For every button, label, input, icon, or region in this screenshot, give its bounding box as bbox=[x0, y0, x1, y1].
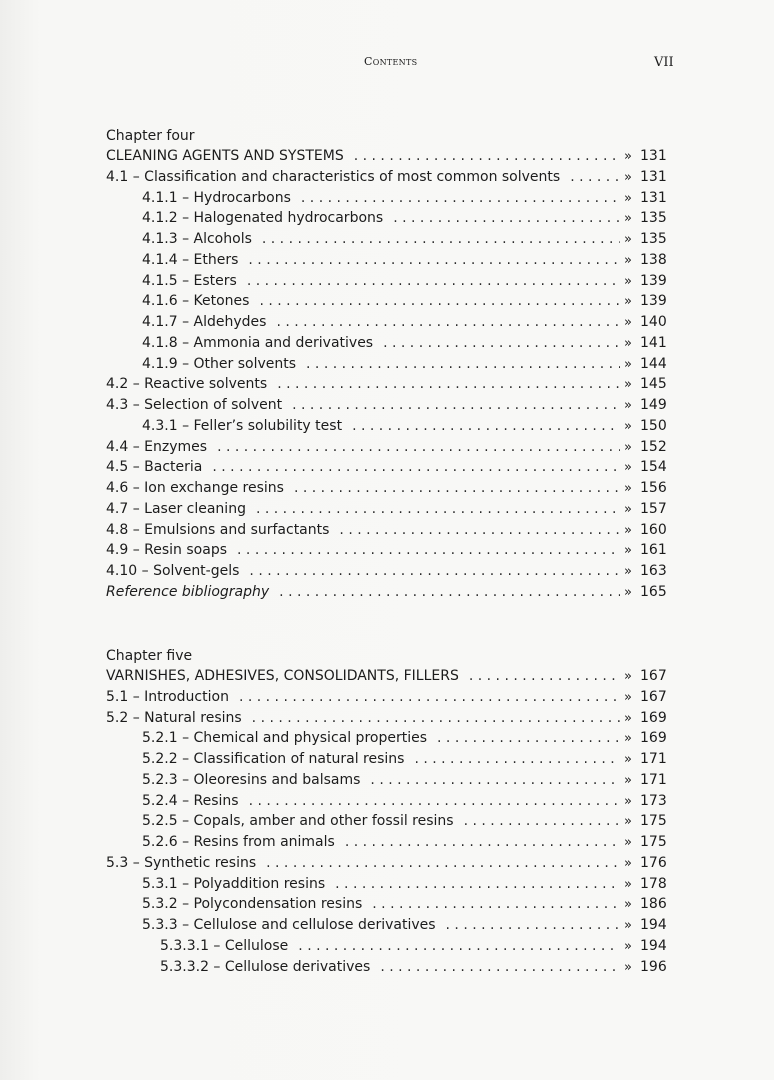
dot-leader bbox=[296, 356, 620, 372]
dot-leader bbox=[454, 813, 620, 829]
dot-leader bbox=[267, 376, 620, 392]
dot-leader bbox=[246, 501, 620, 517]
toc-entry-title: 4.1.1 – Hydrocarbons bbox=[142, 189, 291, 206]
guillemet-icon: » bbox=[624, 149, 632, 164]
toc-entry[interactable] bbox=[142, 314, 670, 334]
guillemet-icon: » bbox=[624, 169, 632, 185]
toc-page-number: 186 bbox=[640, 896, 667, 913]
dot-leader bbox=[291, 190, 620, 206]
toc-page-number: 160 bbox=[640, 521, 667, 538]
toc-entry-title: 4.1.8 – Ammonia and derivatives bbox=[142, 334, 374, 351]
toc-entry[interactable] bbox=[160, 938, 670, 958]
toc-entry-title: 5.2.4 – Resins bbox=[142, 792, 239, 809]
toc-entry[interactable] bbox=[106, 584, 670, 604]
dot-leader bbox=[560, 169, 620, 185]
toc-entry-title: 5.2.2 – Classification of natural resins bbox=[142, 751, 405, 767]
guillemet-icon: » bbox=[624, 855, 632, 871]
guillemet-icon: » bbox=[624, 460, 632, 476]
toc-entry-title: 5.3.3.2 – Cellulose derivatives bbox=[160, 958, 371, 975]
toc-entry[interactable] bbox=[142, 813, 670, 833]
toc-entry[interactable] bbox=[142, 917, 670, 937]
toc-page-number: 171 bbox=[640, 771, 667, 788]
page-folio: VII bbox=[654, 55, 674, 70]
dot-leader bbox=[362, 896, 620, 912]
toc-entry[interactable] bbox=[142, 293, 670, 313]
toc-entry[interactable] bbox=[142, 231, 670, 251]
toc-entry[interactable] bbox=[106, 397, 670, 417]
toc-page-number: 176 bbox=[640, 854, 667, 871]
toc-entry-title: 4.1.9 – Other solvents bbox=[142, 355, 297, 372]
toc-entry-title: 5.3.3 – Cellulose and cellulose derivatives bbox=[142, 917, 436, 933]
toc-page-number: 131 bbox=[640, 189, 667, 206]
dot-leader bbox=[269, 584, 620, 600]
toc-entry-title: 5.2.5 – Copals, amber and other fossil resins bbox=[142, 813, 454, 830]
toc-page-number: 152 bbox=[640, 438, 667, 455]
dot-leader bbox=[202, 459, 620, 475]
guillemet-icon: » bbox=[624, 876, 632, 892]
guillemet-icon: » bbox=[624, 752, 632, 767]
guillemet-icon: » bbox=[624, 273, 632, 289]
dot-leader bbox=[459, 668, 620, 684]
toc-page-number: 196 bbox=[640, 958, 667, 975]
dot-leader bbox=[239, 563, 620, 579]
dot-leader bbox=[284, 480, 620, 496]
toc-entry[interactable] bbox=[106, 563, 670, 583]
toc-entry-title: 4.1.5 – Esters bbox=[142, 272, 237, 289]
toc-entry[interactable] bbox=[142, 751, 670, 771]
dot-leader bbox=[242, 710, 620, 726]
toc-entry-title: 4.1.6 – Ketones bbox=[142, 293, 250, 310]
guillemet-icon: » bbox=[624, 481, 632, 496]
toc-page-number: 138 bbox=[640, 251, 667, 268]
toc-entry-title: 4.10 – Solvent-gels bbox=[106, 563, 240, 579]
toc-entry-title: 5.2.6 – Resins from animals bbox=[142, 834, 335, 850]
toc-page-number: 135 bbox=[640, 231, 667, 247]
toc-entry-title: 4.1.4 – Ethers bbox=[142, 251, 239, 268]
toc-page-number: 163 bbox=[640, 563, 667, 579]
dot-leader bbox=[383, 210, 620, 226]
toc-entry-title: CLEANING AGENTS AND SYSTEMS bbox=[106, 148, 344, 164]
toc-entry[interactable] bbox=[142, 834, 670, 854]
guillemet-icon: » bbox=[624, 918, 632, 933]
toc-page-number: 144 bbox=[640, 355, 667, 372]
toc-page-number: 139 bbox=[640, 272, 667, 289]
toc-entry[interactable] bbox=[106, 439, 670, 459]
toc-entry[interactable] bbox=[106, 689, 670, 709]
toc-entry[interactable] bbox=[106, 148, 670, 168]
toc-page-number: 169 bbox=[640, 709, 667, 726]
toc-entry-title: 5.2.3 – Oleoresins and balsams bbox=[142, 771, 361, 788]
toc-page-number: 175 bbox=[640, 834, 667, 850]
toc-entry[interactable] bbox=[142, 273, 670, 293]
chapter-label: Chapter four bbox=[106, 128, 195, 144]
dot-leader bbox=[238, 252, 620, 268]
toc-page-number: 149 bbox=[640, 397, 667, 413]
toc-page-number: 150 bbox=[640, 417, 667, 434]
dot-leader bbox=[373, 335, 620, 351]
guillemet-icon: » bbox=[624, 938, 632, 954]
dot-leader bbox=[325, 876, 620, 892]
toc-entry-title: 4.3.1 – Feller’s solubility test bbox=[142, 417, 343, 434]
guillemet-icon: » bbox=[624, 814, 632, 830]
guillemet-icon: » bbox=[624, 669, 632, 684]
guillemet-icon: » bbox=[624, 211, 632, 227]
toc-entry-title: 4.7 – Laser cleaning bbox=[106, 500, 246, 517]
toc-entry[interactable] bbox=[106, 710, 670, 730]
toc-entry[interactable] bbox=[106, 855, 670, 875]
dot-leader bbox=[249, 293, 620, 309]
toc-page-number: 131 bbox=[640, 148, 667, 164]
dot-leader bbox=[342, 418, 620, 434]
toc-entry-title: 5.2.1 – Chemical and physical properties bbox=[142, 730, 428, 747]
toc-entry-title: 5.2 – Natural resins bbox=[106, 709, 242, 726]
dot-leader bbox=[329, 522, 620, 538]
dot-leader bbox=[404, 751, 620, 767]
toc-entry[interactable] bbox=[106, 480, 670, 500]
toc-entry[interactable] bbox=[106, 169, 670, 189]
dot-leader bbox=[207, 439, 620, 455]
guillemet-icon: » bbox=[624, 897, 632, 913]
chapter-label: Chapter five bbox=[106, 648, 193, 664]
guillemet-icon: » bbox=[624, 835, 632, 850]
toc-page-number: 165 bbox=[640, 583, 667, 600]
toc-page-number: 135 bbox=[640, 210, 667, 227]
guillemet-icon: » bbox=[624, 689, 632, 705]
dot-leader bbox=[266, 314, 620, 330]
guillemet-icon: » bbox=[624, 439, 632, 455]
dot-leader bbox=[360, 772, 620, 788]
guillemet-icon: » bbox=[624, 731, 632, 747]
toc-entry[interactable] bbox=[106, 522, 670, 542]
dot-leader bbox=[237, 273, 620, 289]
toc-page-number: 139 bbox=[640, 293, 667, 310]
toc-entry[interactable] bbox=[142, 252, 670, 272]
guillemet-icon: » bbox=[624, 501, 632, 517]
guillemet-icon: » bbox=[624, 710, 632, 726]
guillemet-icon: » bbox=[624, 190, 632, 206]
toc-entry-title: 4.9 – Resin soaps bbox=[106, 542, 228, 559]
guillemet-icon: » bbox=[624, 356, 632, 372]
dot-leader bbox=[282, 397, 620, 413]
dot-leader bbox=[436, 917, 620, 933]
toc-entry-title: 4.1.3 – Alcohols bbox=[142, 231, 252, 247]
toc-page-number: 169 bbox=[640, 730, 667, 747]
toc-entry[interactable] bbox=[142, 772, 670, 792]
guillemet-icon: » bbox=[624, 793, 632, 809]
dot-leader bbox=[344, 148, 620, 164]
toc-entry[interactable] bbox=[106, 501, 670, 521]
toc-page-number: 194 bbox=[640, 917, 667, 933]
toc-entry-title: 4.3 – Selection of solvent bbox=[106, 397, 283, 413]
toc-entry-title: 4.6 – Ion exchange resins bbox=[106, 480, 284, 496]
guillemet-icon: » bbox=[624, 522, 632, 538]
dot-leader bbox=[288, 938, 620, 954]
page-header bbox=[0, 54, 774, 74]
toc-entry[interactable] bbox=[142, 896, 670, 916]
toc-page-number: 167 bbox=[640, 668, 667, 684]
toc-page-number: 173 bbox=[640, 792, 667, 809]
toc-entry-title: 4.2 – Reactive solvents bbox=[106, 376, 268, 393]
running-title: Contents bbox=[364, 55, 418, 68]
toc-entry[interactable] bbox=[142, 730, 670, 750]
toc-entry-title: 5.1 – Introduction bbox=[106, 688, 229, 705]
dot-leader bbox=[335, 834, 620, 850]
guillemet-icon: » bbox=[624, 959, 632, 975]
guillemet-icon: » bbox=[624, 377, 632, 393]
guillemet-icon: » bbox=[624, 232, 632, 247]
toc-page-number: 145 bbox=[640, 376, 667, 393]
toc-page-number: 157 bbox=[640, 500, 667, 517]
dot-leader bbox=[252, 231, 620, 247]
toc-page-number: 194 bbox=[640, 937, 667, 954]
dot-leader bbox=[256, 855, 620, 871]
toc-entry[interactable] bbox=[142, 190, 670, 210]
toc-entry[interactable] bbox=[142, 793, 670, 813]
toc-entry-title: 4.1.2 – Halogenated hydrocarbons bbox=[142, 210, 384, 227]
guillemet-icon: » bbox=[624, 418, 632, 434]
guillemet-icon: » bbox=[624, 294, 632, 310]
toc-entry-title: 4.4 – Enzymes bbox=[106, 438, 208, 455]
toc-entry[interactable] bbox=[142, 335, 670, 355]
toc-entry[interactable] bbox=[142, 356, 670, 376]
toc-page-number: 140 bbox=[640, 314, 667, 330]
toc-entry-title: 4.5 – Bacteria bbox=[106, 459, 203, 476]
dot-leader bbox=[370, 959, 620, 975]
toc-page-number: 154 bbox=[640, 459, 667, 476]
dot-leader bbox=[229, 689, 620, 705]
toc-entry[interactable] bbox=[142, 418, 670, 438]
guillemet-icon: » bbox=[624, 584, 632, 600]
toc-entry-title: 5.3.1 – Polyaddition resins bbox=[142, 875, 326, 892]
toc-entry[interactable] bbox=[142, 876, 670, 896]
dot-leader bbox=[227, 542, 620, 558]
toc-page-number: 178 bbox=[640, 875, 667, 892]
toc-entry-title: Reference bibliography bbox=[106, 583, 270, 600]
toc-entry[interactable] bbox=[106, 376, 670, 396]
guillemet-icon: » bbox=[624, 252, 632, 268]
dot-leader bbox=[239, 793, 620, 809]
toc-entry-title: 4.1 – Classification and characteristics of most common solvents bbox=[106, 168, 561, 185]
toc-entry-title: VARNISHES, ADHESIVES, CONSOLIDANTS, FILLERS bbox=[106, 668, 459, 684]
toc-page-number: 167 bbox=[640, 688, 667, 705]
toc-entry[interactable] bbox=[142, 210, 670, 230]
toc-entry[interactable] bbox=[106, 542, 670, 562]
toc-entry-title: 5.3 – Synthetic resins bbox=[106, 854, 257, 871]
toc-entry-title: 4.1.7 – Aldehydes bbox=[142, 314, 267, 330]
guillemet-icon: » bbox=[624, 543, 632, 559]
toc-page-number: 171 bbox=[640, 751, 667, 767]
toc-page-number: 141 bbox=[640, 334, 667, 351]
toc-page-number: 175 bbox=[640, 813, 667, 830]
guillemet-icon: » bbox=[624, 398, 632, 413]
guillemet-icon: » bbox=[624, 564, 632, 579]
toc-entry[interactable] bbox=[106, 459, 670, 479]
toc-page-number: 156 bbox=[640, 480, 667, 496]
guillemet-icon: » bbox=[624, 315, 632, 330]
dot-leader bbox=[427, 730, 620, 746]
guillemet-icon: » bbox=[624, 772, 632, 788]
toc-entry-title: 5.3.2 – Polycondensation resins bbox=[142, 896, 363, 913]
toc-entry-title: 5.3.3.1 – Cellulose bbox=[160, 937, 289, 954]
toc-entry-title: 4.8 – Emulsions and surfactants bbox=[106, 521, 330, 538]
guillemet-icon: » bbox=[624, 335, 632, 351]
toc-page-number: 161 bbox=[640, 542, 667, 559]
toc-page-number: 131 bbox=[640, 168, 667, 185]
toc-entry[interactable] bbox=[160, 959, 670, 979]
toc-entry[interactable] bbox=[106, 668, 670, 688]
